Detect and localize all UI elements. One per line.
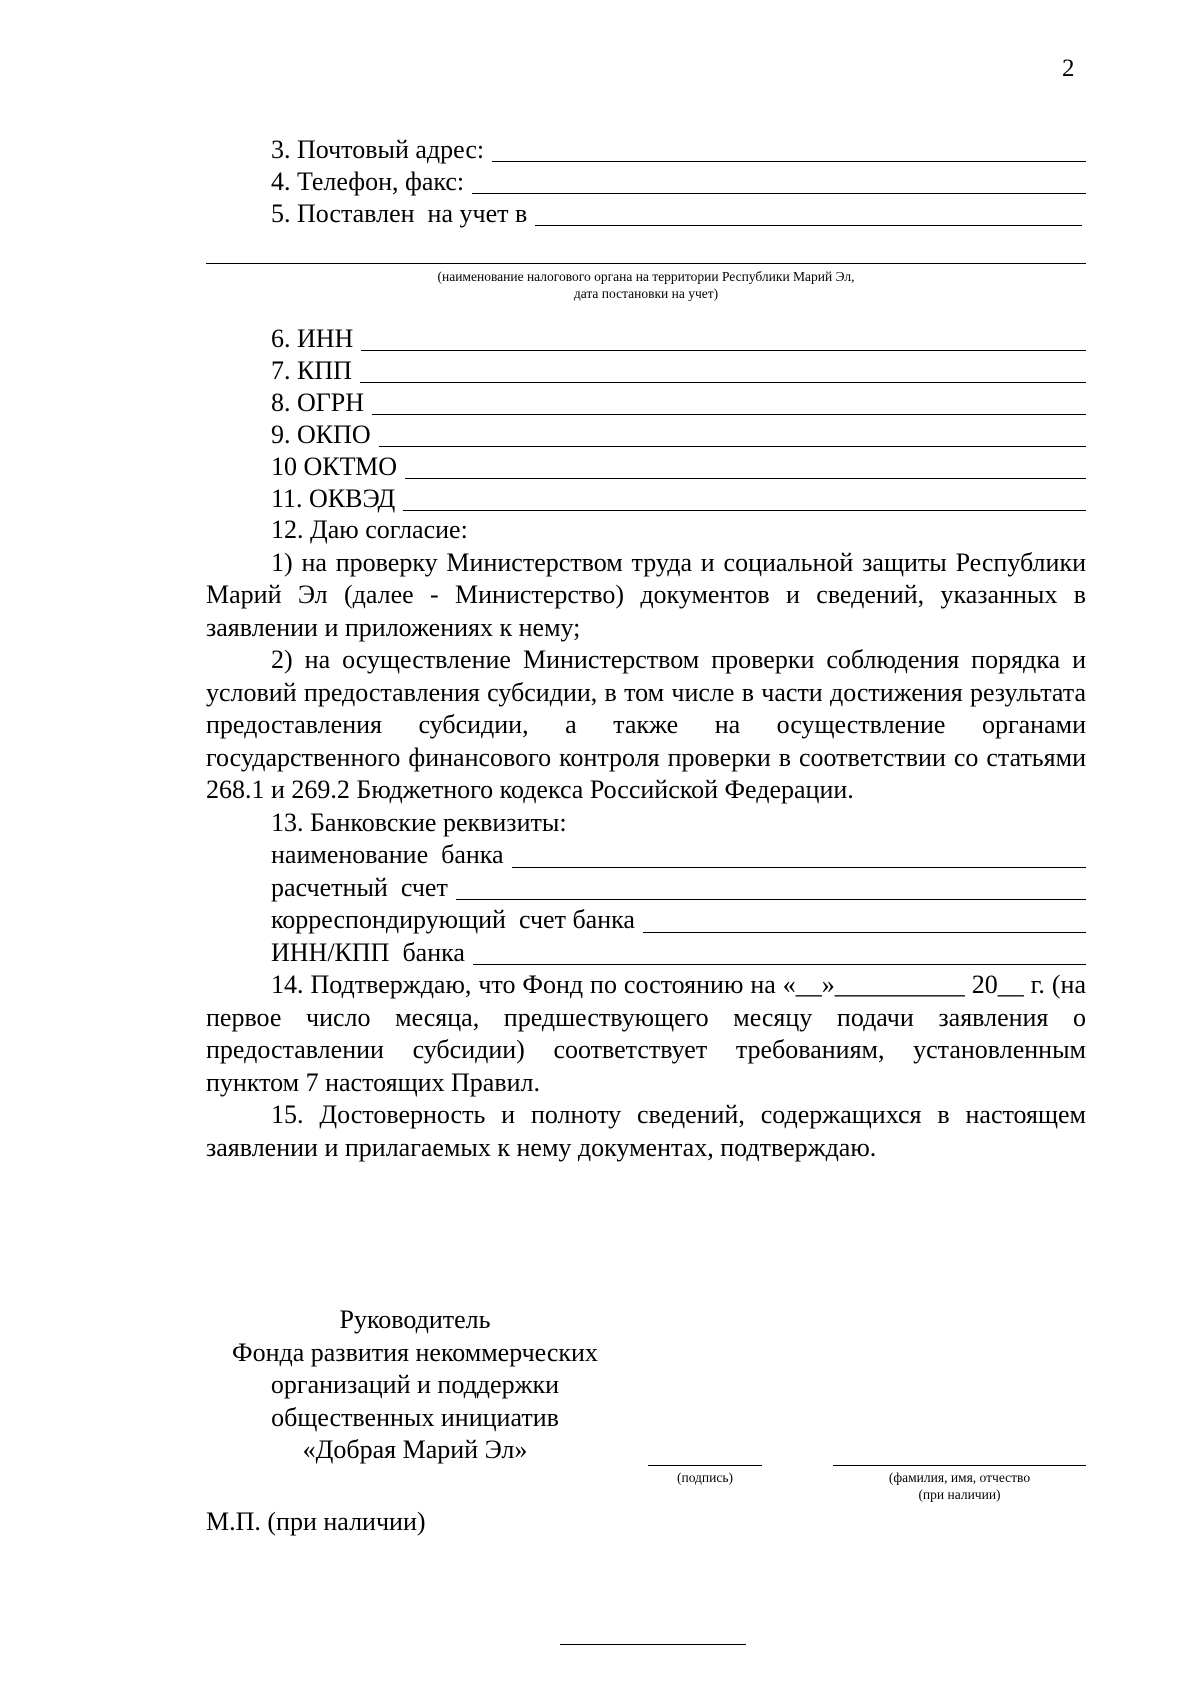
signature-blank[interactable]: [648, 1465, 762, 1466]
bank-name-blank[interactable]: [512, 866, 1086, 868]
bank-inn-kpp-blank[interactable]: [473, 963, 1086, 965]
okpo-field: [271, 419, 1086, 451]
tax-note-line1: (наименование налогового органа на территории Республики Марий Эл,: [437, 269, 855, 284]
full-name-caption-line2: (при наличии): [918, 1487, 1001, 1502]
phone-fax-label: 4. Телефон, факс:: [271, 167, 465, 196]
bank-inn-kpp-field: [206, 937, 1086, 970]
statement-body: [206, 514, 1086, 1164]
settlement-account-blank[interactable]: [456, 898, 1086, 900]
tax-registration-blank[interactable]: [535, 224, 1082, 226]
correspondent-account-field: [206, 904, 1086, 937]
tax-registration-field: [271, 198, 1086, 230]
ogrn-label: 8. ОГРН: [271, 388, 365, 417]
page-number: 2: [1062, 55, 1075, 82]
tax-authority-blank[interactable]: [206, 263, 1086, 264]
tax-note-line2: дата постановки на учет): [573, 286, 719, 301]
settlement-account-label: расчетный счет: [271, 872, 448, 902]
ogrn-blank[interactable]: [372, 413, 1086, 415]
okved-blank[interactable]: [403, 509, 1086, 511]
correspondent-account-label: корреспондирующий счет банка: [271, 905, 635, 934]
okved-label: 11. ОКВЭД: [271, 484, 396, 513]
bank-name-label: наименование банка: [271, 840, 504, 869]
bank-name-field: [206, 839, 1086, 872]
oktmo-label: 10 ОКТМО: [271, 452, 398, 481]
inn-blank[interactable]: [361, 349, 1086, 351]
oktmo-blank[interactable]: [405, 477, 1086, 479]
signer-line-2: Фонда развития некоммерческих: [232, 1337, 598, 1367]
registration-codes: [271, 323, 1086, 515]
oktmo-field: [271, 451, 1086, 483]
okpo-label: 9. ОКПО: [271, 420, 371, 449]
consent-heading: 12. Даю согласие:: [271, 515, 468, 544]
bank-inn-kpp-label: ИНН/КПП банка: [271, 937, 465, 967]
signer-line-3: организаций и поддержки: [270, 1370, 560, 1399]
settlement-account-field: [206, 872, 1086, 905]
full-name-blank[interactable]: [833, 1465, 1086, 1466]
signer-line-4: общественных инициатив: [271, 1402, 559, 1432]
contact-fields: [271, 134, 1086, 230]
stamp-place: М.П. (при наличии): [206, 1507, 426, 1536]
tax-registration-label: 5. Поставлен на учет в: [271, 199, 528, 228]
full-name-caption-line1: (фамилия, имя, отчество: [888, 1470, 1031, 1485]
phone-fax-field: [271, 166, 1086, 198]
kpp-field: [271, 355, 1086, 387]
signer-title: [190, 1304, 640, 1467]
accuracy-confirmation: 15. Достоверность и полноту сведений, содержащихся в настоящем заявлении и прилагаемых к нему документах, подтверждаю.: [206, 1100, 1086, 1162]
correspondent-account-blank[interactable]: [643, 931, 1086, 933]
consent-item-1: 1) на проверку Министерством труда и социальной защиты Республики Марий Эл (далее - Министерство) документов и сведений, указанных в заявлении и приложениях к нему;: [206, 547, 1086, 642]
ogrn-field: [271, 387, 1086, 419]
okved-field: [271, 483, 1086, 515]
signature-caption: (подпись): [676, 1470, 734, 1485]
compliance-confirmation: 14. Подтверждаю, что Фонд по состоянию на «__»__________ 20__ г. (на первое число месяца, предшествующего месяцу подачи заявления о предоставлении субсидии) соответствует требованиям, установленным пунктом 7 настоящих Правил.: [206, 970, 1086, 1097]
signer-line-1: Руководитель: [339, 1305, 491, 1334]
phone-fax-blank[interactable]: [472, 192, 1086, 194]
end-of-page-rule: [560, 1644, 746, 1645]
kpp-blank[interactable]: [360, 381, 1086, 383]
bank-details-heading: 13. Банковские реквизиты:: [271, 807, 567, 837]
postal-address-label: 3. Почтовый адрес:: [271, 135, 485, 164]
kpp-label: 7. КПП: [271, 356, 352, 385]
signer-line-5: «Добрая Марий Эл»: [302, 1435, 528, 1464]
inn-field: [271, 323, 1086, 355]
okpo-blank[interactable]: [379, 445, 1086, 447]
inn-label: 6. ИНН: [271, 324, 354, 353]
postal-address-blank[interactable]: [492, 160, 1086, 162]
consent-item-2: 2) на осуществление Министерством проверки соблюдения порядка и условий предоставления субсидии, в том числе в части достижения результата предоставления субсидии, а также на осуществление органами государственного финансового контроля проверки в соответствии со статьями 268.1 и 269.2 Бюджетного кодекса Российской Федерации.: [206, 645, 1086, 804]
postal-address-field: [271, 134, 1086, 166]
